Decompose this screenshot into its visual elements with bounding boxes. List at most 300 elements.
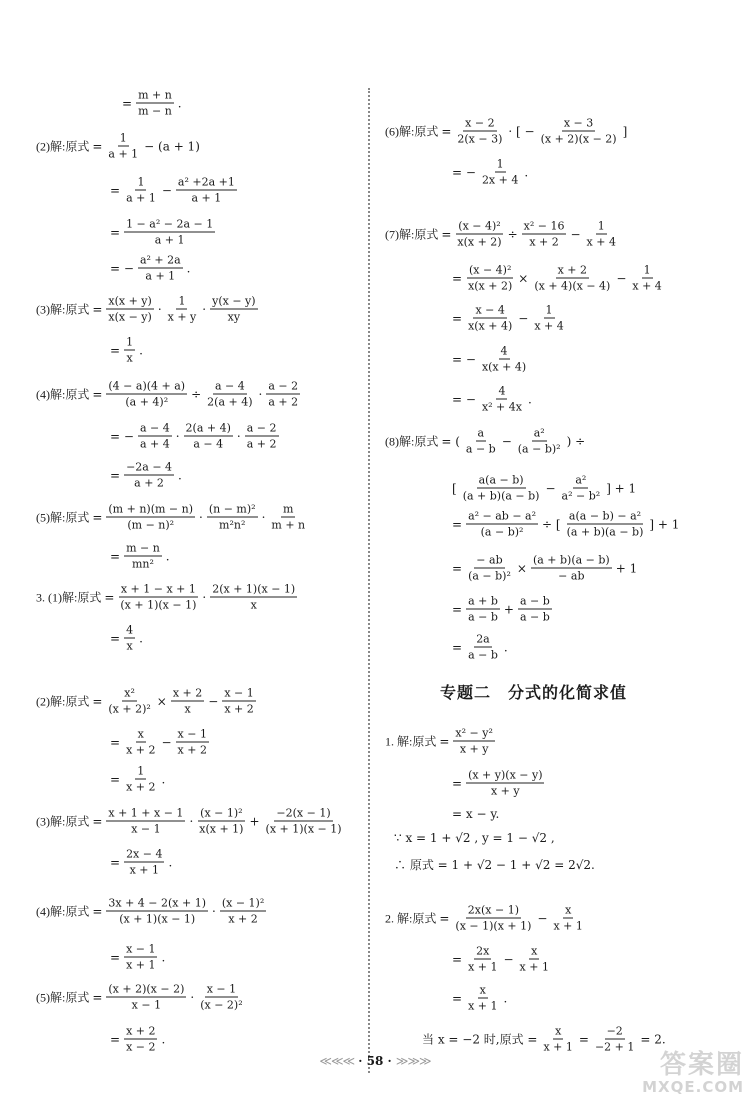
fraction bbox=[210, 294, 257, 325]
numerator: x bbox=[565, 903, 572, 917]
math-text: . bbox=[161, 1032, 166, 1046]
math-text: . bbox=[165, 549, 170, 563]
math-text: = bbox=[452, 271, 463, 285]
math-text: = − bbox=[452, 352, 476, 366]
fraction bbox=[197, 806, 245, 837]
numerator: 1 − a² − 2a − 1 bbox=[126, 217, 214, 231]
denominator: a + 1 bbox=[126, 191, 156, 205]
math-text: × bbox=[156, 694, 167, 708]
fraction bbox=[118, 582, 198, 613]
watermark bbox=[620, 1052, 744, 1098]
math-text: − bbox=[161, 183, 172, 197]
numerator: x − 1 bbox=[206, 982, 237, 996]
fraction bbox=[106, 294, 153, 325]
numerator: a − 2 bbox=[268, 379, 299, 393]
fraction bbox=[455, 219, 503, 250]
denominator: x + 1 bbox=[129, 863, 159, 877]
math-text: = bbox=[439, 911, 450, 925]
numerator: 1 bbox=[643, 263, 651, 277]
math-text: . bbox=[524, 165, 529, 179]
fraction bbox=[453, 726, 494, 757]
math-text: . bbox=[178, 468, 182, 482]
denominator: a² − b² bbox=[561, 489, 601, 503]
fraction bbox=[466, 594, 500, 625]
numerator: x + 1 + x − 1 bbox=[108, 806, 184, 820]
footer-ornament-right: ≫≫≫ bbox=[395, 1054, 431, 1068]
numerator: x bbox=[531, 944, 538, 958]
math-text: [ bbox=[452, 481, 457, 495]
denominator: x + 1 bbox=[519, 960, 549, 974]
fraction bbox=[455, 116, 504, 147]
denominator: (a + 4)² bbox=[125, 395, 169, 409]
math-text: . bbox=[161, 772, 166, 786]
fraction bbox=[124, 764, 157, 795]
math-text: = bbox=[110, 735, 121, 749]
denominator: a − b bbox=[468, 648, 498, 662]
fraction bbox=[531, 553, 612, 584]
denominator: 2(a + 4) bbox=[207, 395, 253, 409]
problem-label: (5)解:原式 bbox=[36, 510, 90, 524]
denominator: x + y bbox=[459, 742, 489, 756]
left_column-line bbox=[36, 982, 247, 1013]
fraction bbox=[106, 982, 186, 1013]
fraction bbox=[205, 379, 254, 410]
denominator: x + 4 bbox=[632, 279, 662, 293]
numerator: (x + y)(x − y) bbox=[468, 768, 543, 782]
fraction bbox=[124, 1024, 157, 1055]
math-text: · bbox=[261, 510, 266, 524]
fraction bbox=[222, 686, 255, 717]
numerator: 2x − 4 bbox=[126, 847, 163, 861]
fraction bbox=[124, 335, 135, 366]
math-text: = bbox=[92, 814, 103, 828]
numerator: a² − ab − a² bbox=[468, 509, 537, 523]
math-text: = bbox=[122, 96, 133, 110]
denominator: (x − 1)(x + 1) bbox=[455, 919, 532, 933]
numerator: x − 1 bbox=[126, 942, 156, 956]
numerator: a² bbox=[533, 426, 545, 440]
numerator: 2a bbox=[476, 632, 490, 646]
right_column-line bbox=[450, 384, 534, 415]
denominator: a + 1 bbox=[108, 147, 139, 161]
right_column-line bbox=[450, 553, 639, 584]
denominator: x + 1 bbox=[468, 999, 498, 1013]
section-heading: 专题二 分式的化简求值 bbox=[440, 683, 628, 702]
numerator: x² − 16 bbox=[523, 219, 565, 233]
fraction bbox=[106, 131, 140, 162]
fraction bbox=[176, 175, 237, 206]
math-text: = − bbox=[452, 165, 476, 179]
fraction bbox=[124, 217, 215, 248]
numerator: −2(x − 1) bbox=[276, 806, 331, 820]
left_column-line bbox=[36, 686, 258, 717]
math-text: + 1 bbox=[615, 561, 638, 575]
denominator: a − b bbox=[468, 610, 498, 624]
fraction bbox=[124, 541, 162, 572]
math-text: = bbox=[92, 990, 103, 1004]
denominator: x + 2 bbox=[177, 743, 207, 757]
numerator: (m + n)(m − n) bbox=[108, 502, 194, 516]
fraction bbox=[136, 88, 174, 119]
numerator: x bbox=[555, 1024, 562, 1038]
math-text: · bbox=[157, 302, 162, 316]
numerator: a(a − b) − a² bbox=[568, 509, 642, 523]
numerator: 3x + 4 − 2(x + 1) bbox=[108, 896, 207, 910]
numerator: (4 − a)(4 + a) bbox=[108, 379, 186, 393]
numerator: a + b bbox=[468, 594, 498, 608]
right_column-line bbox=[450, 983, 509, 1014]
right_column-line bbox=[392, 832, 557, 844]
problem-label: (4)解:原式 bbox=[36, 904, 90, 918]
math-text: ∵ x = 1 + √2 , y = 1 − √2 , bbox=[394, 831, 555, 845]
numerator: y(x − y) bbox=[212, 294, 256, 308]
fraction bbox=[124, 623, 135, 654]
math-text: = bbox=[110, 343, 121, 357]
denominator: (a + b)(a − b) bbox=[462, 489, 540, 503]
numerator: a² +2a +1 bbox=[177, 175, 235, 189]
denominator: x + 2 bbox=[126, 743, 156, 757]
fraction bbox=[466, 983, 499, 1014]
fraction bbox=[466, 944, 499, 975]
numerator: (x + 2)(x − 2) bbox=[108, 982, 185, 996]
math-text: ∴ 原式 = 1 + √2 − 1 + √2 = 2√2. bbox=[394, 858, 595, 872]
math-text: − bbox=[570, 227, 581, 241]
fraction bbox=[466, 632, 500, 663]
denominator: x(x + 1) bbox=[199, 822, 244, 836]
math-text: . bbox=[186, 261, 191, 275]
math-text: = bbox=[92, 387, 103, 401]
denominator: x(x + 2) bbox=[468, 279, 513, 293]
fraction bbox=[560, 473, 603, 504]
math-text: = 2. bbox=[640, 1032, 666, 1046]
numerator: x + 1 − x + 1 bbox=[120, 582, 196, 596]
math-text: = bbox=[92, 510, 103, 524]
numerator: a² bbox=[575, 473, 587, 487]
math-text: · bbox=[199, 510, 203, 524]
right_column-line bbox=[450, 768, 546, 799]
math-text: · bbox=[202, 302, 207, 316]
denominator: m²n² bbox=[219, 518, 246, 532]
denominator: a − 4 bbox=[193, 437, 224, 451]
math-text: = bbox=[110, 855, 121, 869]
numerator: 1 bbox=[126, 335, 134, 349]
math-text: − (a + 1) bbox=[144, 139, 200, 153]
denominator: x − 1 bbox=[131, 998, 162, 1012]
fraction bbox=[518, 944, 551, 975]
numerator: x − 2 bbox=[465, 116, 495, 130]
left_column-line bbox=[36, 294, 260, 325]
denominator: xy bbox=[227, 310, 241, 324]
right_column-line bbox=[450, 263, 666, 294]
math-text: ] + 1 bbox=[606, 481, 637, 495]
numerator: x + 2 bbox=[557, 263, 588, 277]
right_column-line bbox=[450, 594, 554, 625]
watermark-url: MXQE.COM bbox=[642, 1078, 744, 1096]
numerator: 2x bbox=[476, 944, 490, 958]
left_column-line bbox=[108, 847, 174, 878]
left_column-line bbox=[36, 131, 202, 162]
math-text: − bbox=[518, 311, 529, 325]
fraction bbox=[480, 344, 528, 375]
fraction bbox=[106, 379, 187, 410]
denominator: x − 1 bbox=[131, 822, 161, 836]
problem-label: 1. 解:原式 bbox=[385, 734, 437, 748]
math-text: ÷ [ bbox=[542, 517, 561, 531]
fraction bbox=[266, 379, 300, 410]
math-text: 当 x = −2 时,原式 = bbox=[422, 1032, 538, 1046]
left_column-line bbox=[108, 175, 239, 206]
right_column-line bbox=[450, 157, 530, 188]
fraction bbox=[124, 460, 174, 491]
problem-label: 3. (1)解:原式 bbox=[36, 590, 102, 604]
math-text: = bbox=[110, 468, 121, 482]
denominator: x + y bbox=[490, 784, 520, 798]
problem-label: (2)解:原式 bbox=[36, 694, 90, 708]
denominator: x + 2 bbox=[126, 780, 156, 794]
denominator: x + 2 bbox=[529, 235, 559, 249]
math-text: · bbox=[175, 429, 180, 443]
math-text: × bbox=[516, 561, 527, 575]
fraction bbox=[466, 263, 514, 294]
denominator: x bbox=[126, 639, 133, 653]
numerator: 1 bbox=[545, 303, 553, 317]
denominator: 2(x − 3) bbox=[457, 132, 503, 146]
denominator: x(x + 2) bbox=[457, 235, 502, 249]
left_column-line bbox=[108, 335, 145, 366]
math-text: = bbox=[110, 950, 121, 964]
math-text: = ( bbox=[441, 434, 460, 448]
numerator: 2(a + 4) bbox=[185, 421, 231, 435]
numerator: 4 bbox=[500, 344, 508, 358]
numerator: 1 bbox=[597, 219, 605, 233]
math-text: = bbox=[92, 139, 103, 153]
math-text: = bbox=[578, 1032, 589, 1046]
numerator: 4 bbox=[498, 384, 506, 398]
fraction bbox=[138, 253, 183, 284]
left_column-line bbox=[108, 1024, 167, 1055]
numerator: 4 bbox=[126, 623, 134, 637]
math-text: = bbox=[452, 776, 463, 790]
numerator: − ab bbox=[476, 553, 503, 567]
math-text: . bbox=[177, 96, 182, 110]
math-text: = − bbox=[110, 429, 134, 443]
numerator: 1 bbox=[137, 764, 145, 778]
left_column-line bbox=[108, 421, 281, 452]
math-text: − bbox=[545, 481, 556, 495]
math-text: = bbox=[452, 991, 463, 1005]
numerator: −2 bbox=[606, 1024, 623, 1038]
math-text: × bbox=[518, 271, 529, 285]
denominator: (a + b)(a − b) bbox=[566, 525, 644, 539]
numerator: x − 4 bbox=[475, 303, 505, 317]
fraction bbox=[480, 384, 524, 415]
fraction bbox=[138, 421, 172, 452]
column-divider bbox=[368, 88, 370, 1073]
math-text: − bbox=[501, 434, 512, 448]
denominator: x + 1 bbox=[553, 919, 583, 933]
numerator: (n − m)² bbox=[208, 502, 256, 516]
math-text: = bbox=[92, 302, 103, 316]
denominator: a + 1 bbox=[145, 269, 176, 283]
problem-label: (2)解:原式 bbox=[36, 139, 90, 153]
denominator: x + 4 bbox=[586, 235, 616, 249]
fraction bbox=[207, 502, 258, 533]
math-text: − bbox=[161, 735, 172, 749]
right_column-line bbox=[385, 219, 620, 250]
math-text: = − bbox=[452, 392, 476, 406]
denominator: (m − n)² bbox=[127, 518, 175, 532]
numerator: x² bbox=[124, 686, 135, 700]
denominator: a − b bbox=[519, 610, 550, 624]
math-text: = bbox=[452, 602, 463, 616]
right_column-line bbox=[385, 903, 587, 934]
numerator: m − n bbox=[126, 541, 160, 555]
fraction bbox=[539, 116, 619, 147]
numerator: (x − 4)² bbox=[458, 219, 501, 233]
denominator: a − b bbox=[465, 442, 496, 456]
footer-ornament-left: ≪≪≪ bbox=[319, 1054, 355, 1068]
fraction bbox=[551, 903, 584, 934]
numerator: −2a − 4 bbox=[126, 460, 173, 474]
denominator: (x + 1)(x − 1) bbox=[119, 912, 196, 926]
math-text: . bbox=[503, 991, 508, 1005]
problem-label: (4)解:原式 bbox=[36, 387, 90, 401]
denominator: a + 2 bbox=[134, 476, 164, 490]
denominator: (x + 1)(x − 1) bbox=[120, 598, 197, 612]
math-text: . bbox=[168, 855, 173, 869]
math-text: = bbox=[441, 124, 452, 138]
math-text: · bbox=[189, 814, 194, 828]
numerator: a² + 2a bbox=[139, 253, 181, 267]
fraction bbox=[124, 175, 158, 206]
fraction bbox=[124, 847, 164, 878]
numerator: a − 4 bbox=[214, 379, 245, 393]
fraction bbox=[220, 896, 266, 927]
numerator: m + n bbox=[138, 88, 172, 102]
left_column-line bbox=[108, 541, 172, 572]
numerator: 2(x + 1)(x − 1) bbox=[212, 582, 296, 596]
right_column-line bbox=[385, 426, 587, 457]
math-text: = bbox=[452, 561, 463, 575]
problem-label: 2. 解:原式 bbox=[385, 911, 437, 925]
fraction bbox=[198, 982, 244, 1013]
denominator: x(x − y) bbox=[108, 310, 152, 324]
problem-label: (5)解:原式 bbox=[36, 990, 90, 1004]
numerator: a − 4 bbox=[139, 421, 170, 435]
math-text: = bbox=[110, 1032, 121, 1046]
numerator: (x − 4)² bbox=[468, 263, 512, 277]
math-text: . bbox=[503, 640, 508, 654]
page-number: · 58 · bbox=[358, 1054, 392, 1068]
fraction bbox=[269, 502, 307, 533]
fraction bbox=[453, 903, 533, 934]
fraction bbox=[461, 473, 542, 504]
fraction bbox=[124, 942, 157, 973]
numerator: 2x(x − 1) bbox=[467, 903, 519, 917]
numerator: x − 3 bbox=[563, 116, 594, 130]
math-text: ÷ bbox=[191, 387, 202, 401]
denominator: x² + 4x bbox=[481, 400, 522, 414]
fraction bbox=[532, 303, 565, 334]
denominator: (x + 4)(x − 4) bbox=[534, 279, 611, 293]
denominator: x bbox=[184, 702, 191, 716]
math-text: · bbox=[212, 904, 216, 918]
right_column-line bbox=[450, 509, 681, 540]
right_column-line bbox=[385, 116, 629, 147]
denominator: a + 2 bbox=[268, 395, 299, 409]
math-text: · [ − bbox=[508, 124, 535, 138]
numerator: a − b bbox=[519, 594, 550, 608]
math-text: = x − y. bbox=[452, 807, 500, 821]
left_column-line bbox=[120, 88, 184, 119]
fraction bbox=[630, 263, 663, 294]
numerator: x − 1 bbox=[224, 686, 254, 700]
fraction bbox=[124, 727, 157, 758]
right_column-line bbox=[420, 1024, 668, 1055]
denominator: m − n bbox=[138, 104, 172, 118]
denominator: x + 4 bbox=[534, 319, 564, 333]
numerator: 1 bbox=[119, 131, 127, 145]
left_column-line bbox=[108, 727, 211, 758]
denominator: x + 1 bbox=[126, 958, 156, 972]
fraction bbox=[466, 768, 544, 799]
denominator: x(x + 4) bbox=[468, 319, 513, 333]
right_column-line bbox=[450, 344, 530, 375]
math-text: . bbox=[139, 343, 143, 357]
fraction bbox=[518, 594, 552, 625]
numerator: x² − y² bbox=[455, 726, 493, 740]
fraction bbox=[184, 421, 233, 452]
denominator: x + 1 bbox=[468, 960, 498, 974]
fraction bbox=[245, 421, 279, 452]
math-text: − bbox=[503, 952, 514, 966]
fraction bbox=[106, 502, 195, 533]
math-text: = bbox=[452, 640, 463, 654]
denominator: (a − b)² bbox=[468, 569, 511, 583]
left_column-line bbox=[36, 379, 302, 410]
problem-label: (3)解:原式 bbox=[36, 302, 90, 316]
math-text: = bbox=[110, 225, 121, 239]
numerator: x bbox=[479, 983, 486, 997]
left_column-line bbox=[108, 942, 167, 973]
fraction bbox=[106, 896, 208, 927]
fraction bbox=[210, 582, 297, 613]
numerator: (x − 1)² bbox=[221, 896, 265, 910]
problem-label: (8)解:原式 bbox=[385, 434, 439, 448]
math-text: ÷ bbox=[507, 227, 518, 241]
numerator: 1 bbox=[178, 294, 186, 308]
fraction bbox=[522, 219, 567, 250]
numerator: x + 2 bbox=[172, 686, 203, 700]
fraction bbox=[466, 509, 538, 540]
right_column-line bbox=[450, 808, 501, 820]
left_column-line bbox=[108, 253, 193, 284]
numerator: (x − 1)² bbox=[200, 806, 243, 820]
denominator: (a − b)² bbox=[480, 525, 524, 539]
denominator: x − 2 bbox=[126, 1040, 156, 1054]
right_column-line bbox=[450, 944, 553, 975]
fraction bbox=[106, 806, 185, 837]
denominator: 2x + 4 bbox=[481, 173, 519, 187]
watermark-text: 答案圈 bbox=[659, 1050, 744, 1080]
fraction bbox=[565, 509, 646, 540]
math-text: · bbox=[190, 990, 195, 1004]
fraction bbox=[176, 727, 209, 758]
denominator: x(x + 4) bbox=[481, 360, 527, 374]
numerator: a bbox=[477, 426, 485, 440]
denominator: x bbox=[250, 598, 257, 612]
numerator: x bbox=[137, 727, 144, 741]
